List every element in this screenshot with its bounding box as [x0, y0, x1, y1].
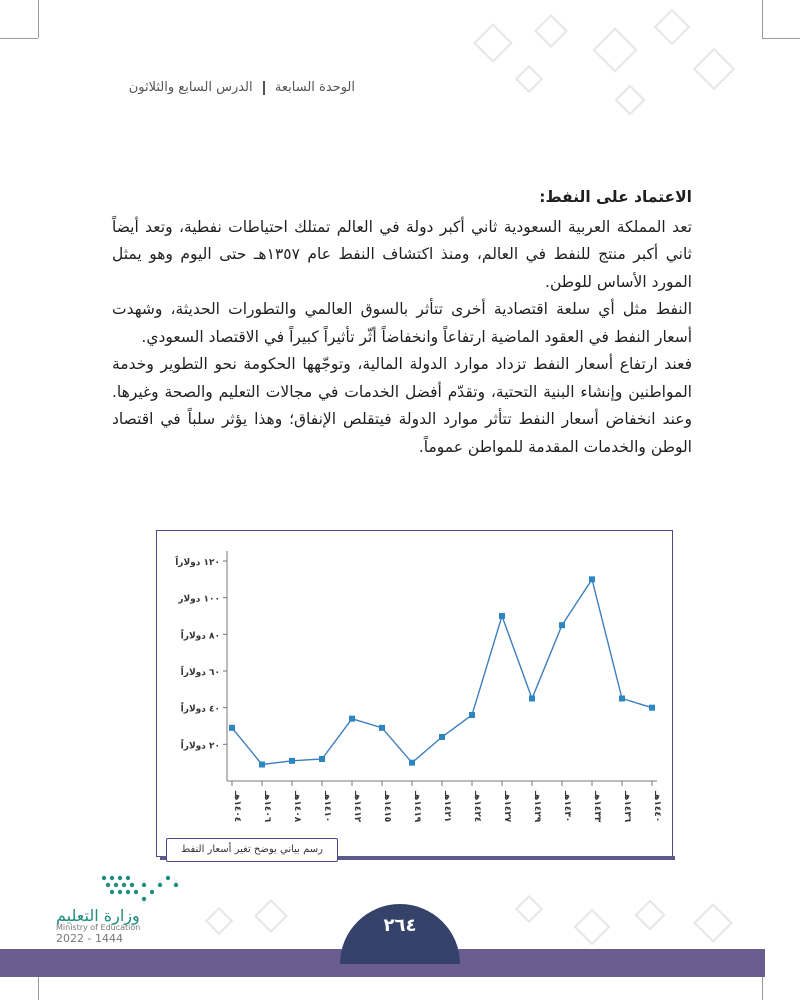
data-point	[499, 613, 505, 619]
chart-caption: رسم بياني يوضح تغير أسعار النفط	[166, 838, 338, 862]
y-tick-label: ٨٠ دولاراً	[180, 631, 220, 642]
x-tick-label: ١٤٣٣هـ	[592, 791, 602, 823]
x-tick-label: ١٤٣٠هـ	[562, 791, 572, 823]
data-point	[559, 622, 565, 628]
paragraph: النفط مثل أي سلعة اقتصادية أخرى تتأثر بالسوق العالمي والتطورات الحديثة، وشهدت أسعار النفط في العقود الماضية ارتفاعاً وانخفاضاً أثّر تأثيراً كبيراً في الاقتصاد السعودي.	[112, 300, 692, 346]
section-title: الاعتماد على النفط:	[539, 188, 692, 206]
data-point	[289, 758, 295, 764]
data-point	[409, 760, 415, 766]
x-tick-label: ١٤٤٠هـ	[652, 791, 662, 823]
data-point	[259, 762, 265, 768]
header-unit: الوحدة السابعة	[274, 80, 355, 95]
x-tick-label: ١٤٠٨هـ	[292, 791, 302, 823]
x-tick-label: ١٤٣٦هـ	[622, 791, 632, 823]
x-tick-label: ١٤٢٧هـ	[502, 791, 512, 823]
x-tick-label: ١٤٢٩هـ	[532, 791, 542, 823]
x-tick-label: ١٤٠٦هـ	[262, 791, 272, 823]
x-tick-label: ١٤٢٤هـ	[472, 791, 482, 823]
y-tick-label: ٦٠ دولاراً	[180, 668, 220, 678]
x-tick-label: ١٤١٩هـ	[412, 791, 422, 823]
page-header	[15, 80, 355, 95]
data-point	[619, 696, 625, 702]
paragraph: فعند ارتفاع أسعار النفط تزداد موارد الدولة المالية، وتوجّهها الحكومة نحو التطوير وخدمة المواطنين وإنشاء البنية التحتية، وتقدّم أفضل الخدمات في مجالات التعليم والصحة وغيرها. وعند انخفاض أسعار النفط تتأثر موارد الدولة فيتقلص الإنفاق؛ وهذا يؤثر سلباً في اقتصاد الوطن والخدمات المقدمة للمواطن عموماً.	[112, 355, 692, 456]
header-separator	[263, 81, 265, 95]
paragraph: تعد المملكة العربية السعودية ثاني أكبر دولة في العالم تمتلك احتياطات نفطية، وتعد أيضاً ثاني أكبر منتج للنفط في العالم، ومنذ اكتشاف النفط عام ١٣٥٧هـ حتى اليوم وهو يمثل المورد الأساس للوطن.	[112, 217, 692, 291]
page-number: ٢٦٤	[383, 915, 417, 936]
y-tick-label: ١٠٠ دولار	[178, 594, 220, 605]
ministry-dots-icon	[96, 870, 226, 906]
data-point	[229, 725, 235, 731]
oil-price-chart	[157, 531, 672, 856]
y-tick-label: ٢٠ دولاراً	[180, 741, 220, 752]
chart-frame	[156, 530, 673, 857]
ministry-logo	[56, 870, 196, 945]
data-point	[589, 576, 595, 582]
x-tick-label: ١٤١٠هـ	[322, 791, 332, 823]
y-tick-label: ٤٠ دولاراً	[180, 704, 220, 715]
x-tick-label: ١٤٢١هـ	[442, 791, 452, 823]
data-point	[319, 756, 325, 762]
data-point	[649, 705, 655, 711]
header-lesson: الدرس السابع والثلاثون	[128, 80, 253, 95]
x-tick-label: ١٤١٢هـ	[352, 791, 362, 823]
body-text	[112, 184, 692, 461]
data-point	[439, 734, 445, 740]
data-point	[529, 696, 535, 702]
ministry-name-ar: وزارة التعليم	[56, 906, 140, 925]
data-point	[469, 712, 475, 718]
x-tick-label: ١٤١٥هـ	[382, 791, 392, 823]
data-point	[379, 725, 385, 731]
ministry-name-en: Ministry of Education	[56, 923, 141, 932]
y-tick-label: ١٢٠ دولاراً	[175, 558, 220, 568]
edition-year: 2022 - 1444	[56, 932, 123, 945]
x-tick-label: ١٤٠٤هـ	[232, 791, 242, 823]
data-point	[349, 716, 355, 722]
